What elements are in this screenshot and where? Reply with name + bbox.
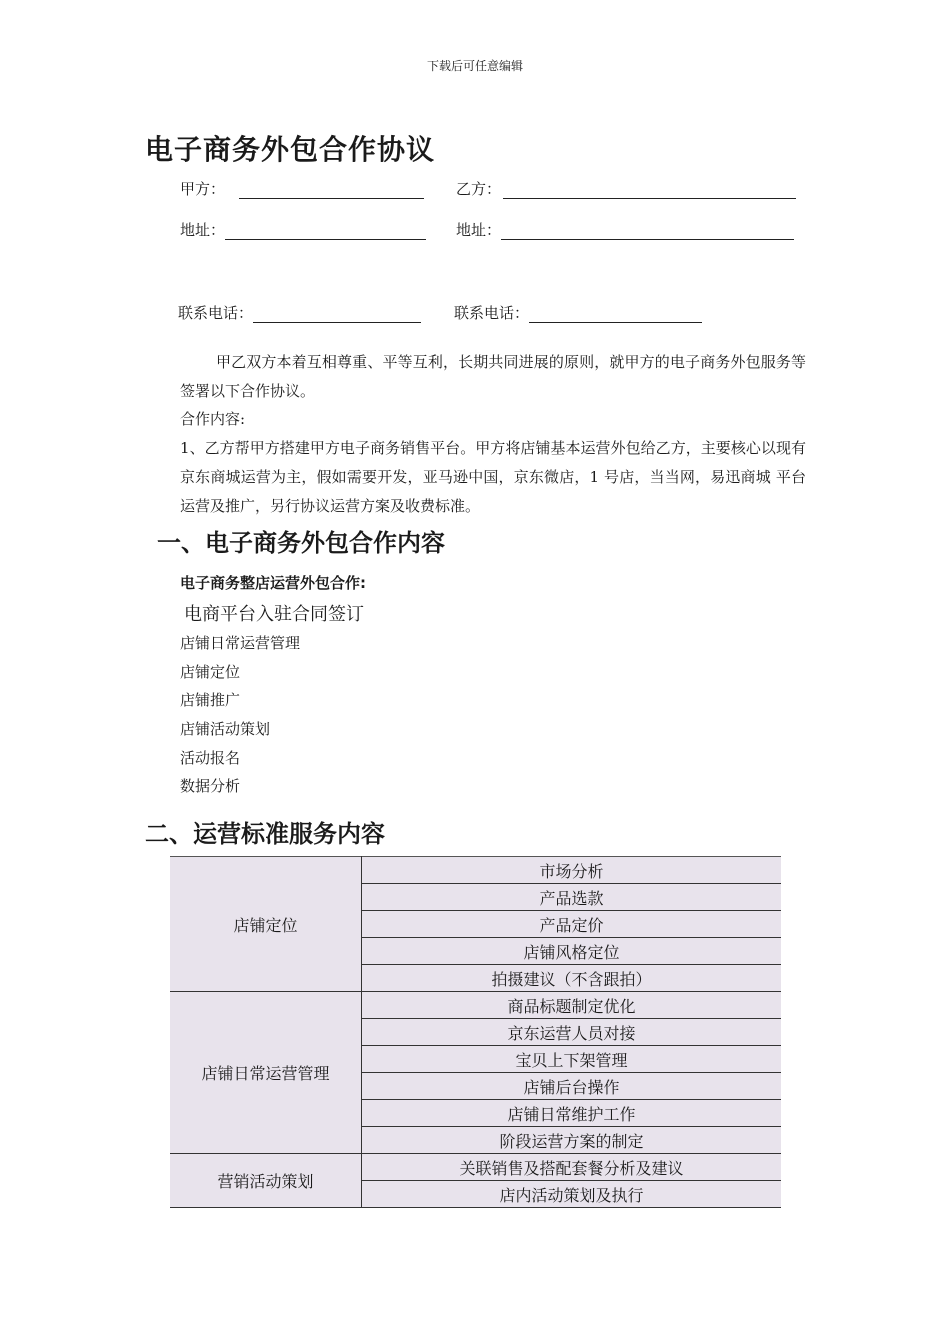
- address-a-blank[interactable]: [225, 223, 426, 240]
- party-b-label: 乙方：: [456, 180, 502, 198]
- service-cell: 宝贝上下架管理: [362, 1046, 782, 1073]
- phone-a-field: [178, 302, 421, 323]
- address-b-field: [456, 219, 794, 240]
- party-a-blank[interactable]: [239, 182, 424, 199]
- list-item: 活动报名: [180, 749, 241, 767]
- header-note: 下载后可任意编辑: [426, 59, 523, 73]
- content-label: 合作内容:: [180, 410, 246, 428]
- section2-heading: 二、运营标准服务内容: [145, 820, 385, 848]
- service-table: [170, 856, 781, 1208]
- service-cell: 产品定价: [362, 911, 782, 938]
- category-cell: 店铺日常运营管理: [170, 992, 362, 1154]
- address-a-field: [180, 219, 426, 240]
- service-cell: 店铺日常维护工作: [362, 1100, 782, 1127]
- address-b-label: 地址：: [456, 221, 502, 239]
- address-a-label: 地址：: [180, 221, 226, 239]
- table-row: [170, 992, 781, 1019]
- section1-subheading: 电子商务整店运营外包合作:: [180, 574, 366, 592]
- service-cell: 店铺后台操作: [362, 1073, 782, 1100]
- table-row: [170, 857, 781, 884]
- category-cell: 营销活动策划: [170, 1154, 362, 1208]
- party-a-label: 甲方：: [180, 180, 226, 198]
- table-row: [170, 1154, 781, 1181]
- party-b-blank[interactable]: [503, 182, 796, 199]
- service-cell: 关联销售及搭配套餐分析及建议: [362, 1154, 782, 1181]
- phone-a-label: 联系电话：: [178, 304, 254, 322]
- category-cell: 店铺定位: [170, 857, 362, 992]
- list-item: 店铺日常运营管理: [180, 634, 301, 652]
- phone-a-blank[interactable]: [253, 306, 421, 323]
- section1-first-item: 电商平台入驻合同签订: [184, 604, 364, 625]
- service-cell: 商品标题制定优化: [362, 992, 782, 1019]
- intro-paragraph: 甲乙双方本着互相尊重、平等互利，长期共同进展的原则，就甲方的电子商务外包服务等签署以下合作协议。: [180, 353, 806, 400]
- phone-b-label: 联系电话：: [454, 304, 530, 322]
- party-a-field: [180, 178, 424, 199]
- list-item: 数据分析: [180, 777, 241, 795]
- list-item: 店铺活动策划: [180, 720, 271, 738]
- party-b-field: [456, 178, 796, 199]
- service-cell: 拍摄建议（不含跟拍）: [362, 965, 782, 992]
- service-cell: 产品选款: [362, 884, 782, 911]
- document-title: 电子商务外包合作协议: [145, 133, 436, 166]
- service-cell: 市场分析: [362, 857, 782, 884]
- service-cell: 店内活动策划及执行: [362, 1181, 782, 1208]
- phone-b-field: [454, 302, 702, 323]
- section1-heading: 一、电子商务外包合作内容: [157, 529, 445, 557]
- service-cell: 店铺风格定位: [362, 938, 782, 965]
- phone-b-blank[interactable]: [529, 306, 702, 323]
- address-b-blank[interactable]: [501, 223, 794, 240]
- list-item: 店铺定位: [180, 663, 241, 681]
- service-cell: 京东运营人员对接: [362, 1019, 782, 1046]
- list-item: 店铺推广: [180, 691, 241, 709]
- service-cell: 阶段运营方案的制定: [362, 1127, 782, 1154]
- clause-1: 1、乙方帮甲方搭建甲方电子商务销售平台。甲方将店铺基本运营外包给乙方，主要核心以现有京东商城运营为主，假如需要开发，亚马逊中国，京东微店，1 号店，当当网，易迅商城 平台运营及推广，另行协议运营方案及收费标准。: [180, 439, 806, 515]
